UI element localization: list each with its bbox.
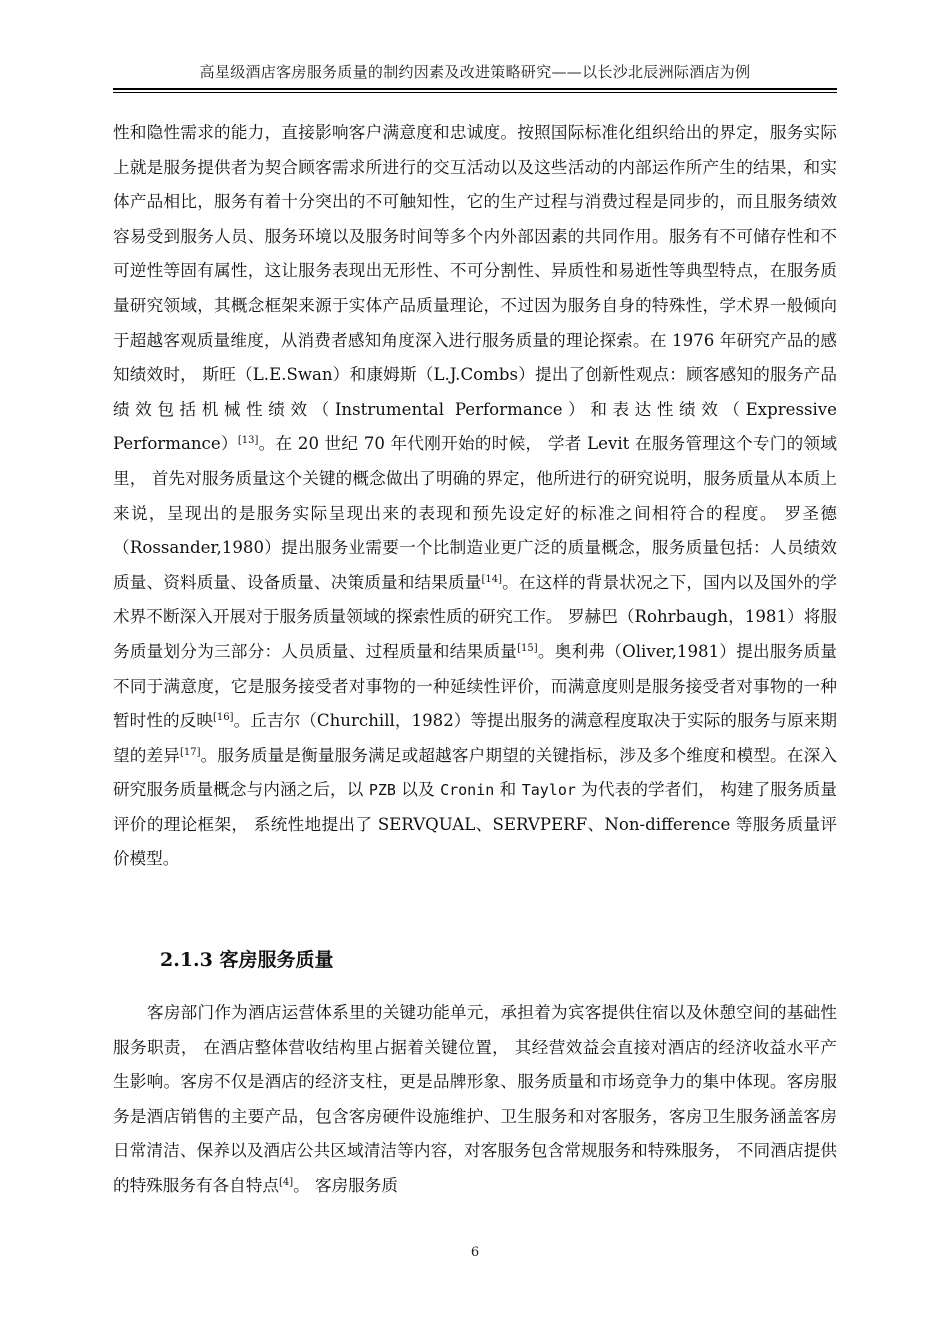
header-rule-thin [113,92,837,93]
term-pzb: PZB [368,781,396,800]
running-header: 高星级酒店客房服务质量的制约因素及改进策略研究——以长沙北辰洲际酒店为例 [199,63,751,81]
para1-text-3: 。在这样的背景状况之下，国内以及国外的学术界不断深入开展对于服务质量领域的探索性质的研究工作。 罗赫巴（Rohrbaugh，1981）将服务质量划分为三部分：人员质量、过程质量和结果质量 [113,572,837,661]
citation-15: [15] [517,642,538,654]
body-paragraph-1 [113,116,837,877]
page-number: 6 [470,1245,480,1260]
citation-16: [16] [212,712,234,724]
para1-text-5: 。丘吉尔（Churchill，1982）等提出服务的满意程度取决于实际的服务与原来期望的差异 [113,711,838,765]
citation-13: [13] [237,435,259,447]
para1-text-1: 性和隐性需求的能力，直接影响客户满意度和忠诚度。按照国际标准化组织给出的界定，服务实际上就是服务提供者为契合顾客需求所进行的交互活动以及这些活动的内部运作所产生的结果，和实体产品相比，服务有着十分突出的不可触知性，它的生产过程与消费过程是同步的，而且服务绩效容易受到服务人员、服务环境以及服务时间等多个内外部因素的共同作用。服务有不可储存性和不可逆性等固有属性，这让服务表现出无形性、不可分割性、异质性和易逝性等典型特点，在服务质量研究领域，其概念框架来源于实体产品质量理论，不过因为服务自身的特殊性，学术界一般倾向于超越客观质量维度，从消费者感知角度深入进行服务质量的理论探索。在 1976 年研究产品的感知绩效时， 斯旺（L.E.Swan）和康姆斯（L.J.Combs）提出了创新性观点：顾客感知的服务产品绩效包括机械性绩效（Instrumental Performance）和表达性绩效（Expressive Performance） [113,123,837,454]
citation-17: [17] [180,746,201,758]
para2-text-2: 。 客房服务质 [293,1175,398,1195]
citation-14: [14] [481,573,503,585]
para1-text-8: 和 [494,780,522,800]
para1-text-2: 。在 20 世纪 70 年代刚开始的时候， 学者 Levit 在服务管理这个专门的领域里， 首先对服务质量这个关键的概念做出了明确的界定，他所进行的研究说明，服务质量从本质上来说，呈现出的是服务实际呈现出来的表现和预先设定好的标准之间相符合的程度。 罗圣德（Rossander,1980）提出服务业需要一个比制造业更广泛的质量概念，服务质量包括：人员绩效质量、资料质量、设备质量、决策质量和结果质量 [113,434,837,592]
para1-text-9: 为代表的学者们， 构建了服务质量评价的理论框架， 系统性地提出了 SERVQUAL、SERVPERF、Non-difference 等服务质量评价模型。 [113,780,837,869]
term-taylor: Taylor [521,781,576,800]
section-heading: 2.1.3 客房服务质量 [160,949,334,971]
para2-text-1: 客房部门作为酒店运营体系里的关键功能单元，承担着为宾客提供住宿以及休憩空间的基础性服务职责， 在酒店整体营收结构里占据着关键位置， 其经营效益会直接对酒店的经济收益水平产生影响。客房不仅是酒店的经济支柱，更是品牌形象、服务质量和市场竞争力的集中体现。客房服务是酒店销售的主要产品，包含客房硬件设施维护、卫生服务和对客服务，客房卫生服务涵盖客房日常清洁、保养以及酒店公共区域清洁等内容，对客服务包含常规服务和特殊服务， 不同酒店提供的特殊服务有各自特点 [113,1003,837,1195]
para1-text-7: 以及 [395,780,441,800]
header-rule-thick [113,88,837,90]
term-cronin: Cronin [440,781,495,800]
body-paragraph-2 [113,996,837,1204]
para1-text-4: 。奥利弗（Oliver,1981）提出服务质量不同于满意度，它是服务接受者对事物的一种延续性评价，而满意度则是服务接受者对事物的一种暂时性的反映 [113,641,838,731]
para1-text-6: 。服务质量是衡量服务满足或超越客户期望的关键指标，涉及多个维度和模型。在深入研究服务质量概念与内涵之后，以 [113,745,838,800]
citation-4: [4] [278,1176,294,1188]
